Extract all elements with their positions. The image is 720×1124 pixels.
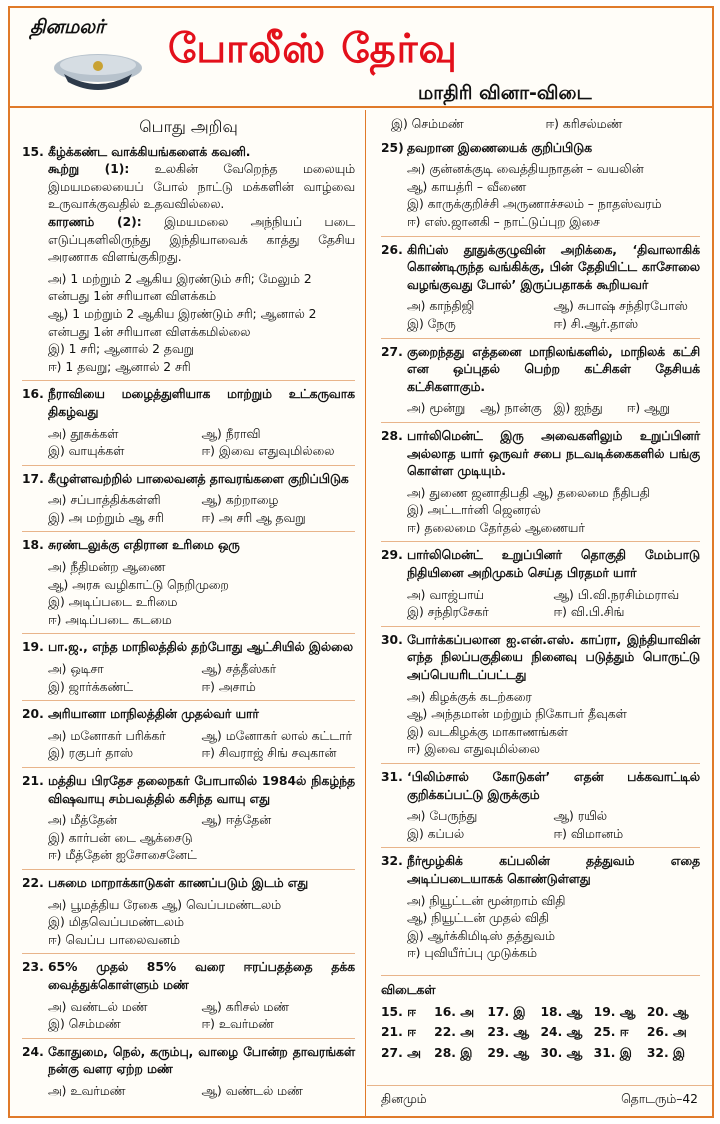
question-number: 19. (22, 640, 44, 655)
option-row (48, 728, 355, 746)
answer-item: 28. இ (434, 1045, 473, 1060)
question-header (381, 344, 700, 397)
option-row (407, 706, 700, 724)
question-block (22, 771, 355, 870)
question-text: 65% முதல் 85% வரை ஈரப்பதத்தை தக்க வைத்துக்கொள்ளும் மண் (48, 960, 355, 992)
option-item: ஆ) சுபாஷ் சந்திரபோஸ் (553, 299, 688, 314)
option-item: அ) சப்பாத்திக்கள்ளி (48, 493, 161, 508)
option-item: இ) ஜார்க்கண்ட் (48, 679, 133, 694)
option-item: ஈ) வெப்ப பாலைவனம் (48, 932, 180, 947)
option-item: இ) 1 சரி; ஆனால் 2 தவறு (48, 342, 194, 357)
option-item: ஆ) நியூட்டன் முதல் விதி (407, 911, 549, 926)
statement-text: உலகின் வேறெந்த மலையும் இமயமலையைப் போல் நாட்டு மக்களின் வாழ்வை உருவாக்குவதில் உதவவில்லை. (48, 162, 356, 212)
option-row (407, 808, 700, 826)
option-item: இ) நேரு (407, 316, 456, 331)
option-item: இ) ஐந்து (553, 401, 603, 416)
left-question-list (22, 142, 355, 1105)
option-row (407, 179, 700, 197)
option-item: அ) பேருந்து (407, 809, 478, 824)
option-item: ஈ) சிவராஜ் சிங் சவுகான் (201, 746, 337, 761)
option-row (48, 914, 355, 932)
option-row (48, 830, 355, 848)
police-cap-icon (50, 48, 146, 92)
option-item: அ) மீத்தேன் (48, 813, 117, 828)
option-item: அ) வாஜ்பாய் (407, 587, 484, 602)
option-row (48, 661, 355, 679)
option-item: ஈ) இவை எதுவுமில்லை (201, 444, 335, 459)
question-header (22, 959, 355, 994)
question-text: பார்லிமென்ட் இரு அவைகளிலும் உறுப்பினர் அல்லாத யார் ஒருவர் சபை நடவடிக்கைகளில் பங்கு கொள்ள முடியும். (407, 428, 700, 479)
answer-item: 20. ஆ (646, 1004, 689, 1019)
question-text: பசுமை மாறாக்காடுகள் காணப்படும் இடம் எது (48, 875, 309, 890)
question-text: பா.ஜ., எந்த மாநிலத்தில் தற்போது ஆட்சியில் இல்லை (48, 640, 353, 655)
question-text: நீர்மூழ்கிக் கப்பலின் தத்துவம் எதை அடிப்படையாகக் கொண்டுள்ளது (407, 854, 700, 886)
page-title: போலீஸ் தேர்வு (168, 26, 458, 72)
question-header (381, 632, 700, 685)
option-item: அ) நியூட்டன் மூன்றாம் விதி (407, 893, 566, 908)
question-options (22, 897, 355, 950)
question-block (22, 469, 355, 533)
option-item: ஆ) கரிசல் மண் (201, 999, 289, 1014)
question-options (381, 161, 700, 231)
option-item: அ) பூமத்திய ரேகை ஆ) வெப்பமண்டலம் (48, 897, 282, 912)
option-item: இ) கப்பல் (407, 826, 465, 841)
question-number: 27. (381, 344, 403, 359)
question-number: 18. (22, 538, 44, 553)
answer-item: 31. இ (593, 1045, 632, 1060)
option-row (407, 298, 700, 316)
question-header (381, 547, 700, 582)
option-item: ஈ) ஆறு (626, 401, 670, 416)
option-item: இ) அ மற்றும் ஆ சரி (48, 510, 164, 525)
option-item: இ) செம்மண் (391, 117, 464, 131)
option-row (407, 520, 700, 538)
option-item: இ) அடிப்படை உரிமை (48, 595, 178, 610)
question-text: மத்திய பிரதேச தலைநகர் போபாலில் 1984ல் நிகழ்ந்த விஷவாயு சம்பவத்தில் கசிந்த வாயு எது (48, 774, 355, 806)
option-item: ஆ) நான்கு (480, 401, 542, 416)
question-block (22, 957, 355, 1038)
answer-item: 15. ஈ (381, 1004, 416, 1019)
answers-box (381, 975, 700, 1062)
option-item: ஈ) கரிசல்மண் (545, 117, 623, 131)
option-item: இ) ஆர்க்கிமிடிஸ் தத்துவம் (407, 928, 555, 943)
option-item: இ) செம்மண் (48, 1017, 121, 1032)
option-item: இ) கார்பன் டை ஆக்சைடு (48, 830, 193, 845)
answers-grid (381, 1004, 700, 1063)
option-row (407, 604, 700, 622)
question-options (22, 559, 355, 629)
question-block (381, 426, 700, 543)
option-item: ஈ) தலைமை தேர்தல் ஆணையர் (407, 520, 585, 535)
answer-item: 26. அ (646, 1025, 687, 1040)
option-item: அ) குன்னக்குடி வைத்தியநாதன் – வயலின் (407, 162, 644, 177)
option-item: ஆ) 1 மற்றும் 2 ஆகிய இரண்டும் சரி; ஆனால் 2 என்பது 1ன் சரியான விளக்கமில்லை (48, 306, 317, 339)
question-text: அரியானா மாநிலத்தின் முதல்வர் யார் (48, 707, 259, 722)
question-header (22, 1044, 355, 1079)
option-row (407, 485, 700, 503)
footer-left: தினமும் (381, 1092, 427, 1106)
footer-right: தொடரும்–42 (621, 1092, 698, 1106)
question-block (381, 630, 700, 764)
page (8, 6, 714, 1118)
question-block (22, 384, 355, 465)
option-item: அ) மூன்று (407, 401, 466, 416)
right-column (367, 110, 712, 1116)
option-item: இ) வடகிழக்கு மாகாணங்கள் (407, 724, 568, 739)
option-item: அ) காந்திஜி (407, 299, 475, 314)
option-row (48, 359, 355, 377)
question-options (22, 999, 355, 1034)
option-row (48, 559, 355, 577)
question-block (22, 142, 355, 382)
question-options (22, 728, 355, 763)
question-header (22, 471, 355, 489)
question-number: 31. (381, 770, 403, 784)
question-options (381, 485, 700, 538)
option-row (48, 1016, 355, 1034)
question-block (381, 138, 700, 237)
option-row (407, 928, 700, 946)
question-text: போர்க்கப்பலான ஐ.என்.எஸ். காப்ரா, இந்தியாவின் எந்த நிலப்பகுதியை நினைவு படுத்தும் பொருட்டு அப்பெயரிடப்பட்டது (407, 632, 700, 683)
question-options (381, 400, 700, 418)
option-item: அ) வண்டல் மண் (48, 999, 148, 1014)
option-row (407, 910, 700, 928)
question-text: தவறான இணையைக் குறிப்பிடுக (407, 140, 592, 155)
option-item: அ) உவர்மண் (48, 1083, 126, 1098)
option-row (48, 612, 355, 630)
question-header (22, 386, 355, 421)
masthead (10, 8, 712, 108)
question-text: பார்லிமென்ட் உறுப்பினர் தொகுதி மேம்பாடு நிதியினை அறிமுகம் செய்த பிரதமர் யார் (407, 548, 700, 581)
option-item: அ) மனோகர் பரிக்கர் (48, 728, 166, 743)
option-row (407, 316, 700, 334)
option-item: அ) கிழக்குக் கடற்கரை (407, 689, 532, 704)
question-text: ‘பிலிம்சால் கோடுகள்’ எதன் பக்கவாட்டில் குறிக்கப்பட்டு இருக்கும் (407, 770, 700, 802)
question-text: நீராவியை மழைத்துளியாக மாற்றும் உட்கருவாக திகழ்வது (48, 387, 355, 419)
option-item: இ) ரகுபர் தாஸ் (48, 746, 134, 761)
statement-label: கூற்று (1): (48, 162, 130, 177)
answer-item: 22. அ (434, 1025, 474, 1040)
question-options (22, 426, 355, 461)
question-block (22, 637, 355, 701)
option-row (407, 587, 700, 605)
option-item: ஈ) எஸ்.ஜானகி – நாட்டுப்புற இசை (407, 214, 600, 229)
option-row (48, 847, 355, 865)
option-row (48, 577, 355, 595)
option-row (48, 271, 355, 306)
question-header (381, 140, 700, 158)
option-row (407, 161, 700, 179)
answer-item: 17. இ (487, 1004, 526, 1019)
option-item: அ) தூசுக்கள் (48, 426, 119, 441)
answer-item: 18. ஆ (540, 1004, 583, 1019)
option-row (407, 741, 700, 759)
question-header (22, 537, 355, 555)
answer-item: 32. இ (646, 1045, 685, 1060)
option-item: இ) மிதவெப்பமண்டலம் (48, 915, 184, 930)
question-number: 25) (381, 140, 404, 155)
option-row (48, 679, 355, 697)
question-header (22, 875, 355, 893)
question-header (22, 144, 355, 162)
question-options (381, 893, 700, 963)
option-row (48, 745, 355, 763)
question-block (22, 704, 355, 768)
option-item: ஈ) விமானம் (553, 826, 624, 841)
question-text: கீழ்க்கண்ட வாக்கியங்களைக் கவனி. (48, 144, 251, 159)
option-item: ஈ) சி.ஆர்.தாஸ் (553, 316, 638, 331)
question-number: 32. (381, 854, 403, 869)
option-item: ஈ) அடிப்படை கடமை (48, 612, 172, 627)
answer-item: 25. ஈ (593, 1025, 629, 1040)
option-item: அ) 1 மற்றும் 2 ஆகிய இரண்டும் சரி; மேலும் 2 என்பது 1ன் சரியான விளக்கம் (48, 271, 312, 304)
question-number: 29. (381, 548, 403, 563)
option-row (48, 812, 355, 830)
statement-label: காரணம் (2): (48, 214, 142, 229)
option-item: ஆ) அந்தமான் மற்றும் நிகோபர் தீவுகள் (407, 707, 627, 722)
option-item: ஈ) உவர்மண் (201, 1017, 274, 1032)
question-text: கோதுமை, நெல், கரும்பு, வாழை போன்ற தாவரங்கள் நன்கு வளர ஏற்ற மண் (48, 1044, 355, 1077)
option-item: ஈ) வி.பி.சிங் (553, 605, 625, 620)
question-block (22, 873, 355, 954)
question-number: 28. (381, 428, 403, 443)
question-text: குறைந்தது எத்தனை மாநிலங்களில், மாநிலக் கட்சி என ஒப்புதல் பெற்ற கட்சிகள் தேசியக் கட்சிகளாகும். (407, 344, 700, 394)
option-item: ஈ) புவியீர்ப்பு முடுக்கம் (407, 946, 537, 961)
option-row (391, 116, 700, 134)
answer-item: 29. ஆ (487, 1045, 529, 1060)
option-item: ஆ) ஈத்தேன் (201, 813, 272, 828)
question-block (22, 535, 355, 634)
question-text: சுரண்டலுக்கு எதிரான உரிமை ஒரு (48, 538, 240, 553)
question-header (381, 242, 700, 295)
answer-item: 30. ஆ (540, 1045, 583, 1060)
option-row (48, 510, 355, 528)
option-item: ஆ) ரயில் (553, 809, 607, 824)
question-header (381, 853, 700, 888)
option-row (407, 214, 700, 232)
question-number: 20. (22, 707, 44, 722)
answer-item: 19. ஆ (593, 1004, 636, 1019)
option-item: ஈ) இவை எதுவுமில்லை (407, 742, 540, 757)
question-block (381, 767, 700, 848)
option-row (407, 893, 700, 911)
newspaper-logo: தினமலர் (30, 16, 105, 38)
option-item: ஆ) வண்டல் மண் (201, 1083, 303, 1098)
question-number: 16. (22, 387, 44, 402)
option-item: ஆ) பி.வி.நரசிம்மராவ் (553, 587, 679, 602)
option-item: ஈ) 1 தவறு; ஆனால் 2 சரி (48, 359, 191, 374)
option-row (48, 306, 355, 341)
option-item: ஈ) மீத்தேன் ஐசோசைனேட் (48, 848, 197, 863)
option-item: ஆ) கற்றாழை (201, 493, 279, 508)
question-options (381, 689, 700, 759)
section-title: பொது அறிவு (139, 117, 238, 136)
question-header (22, 706, 355, 724)
answer-item: 27. அ (381, 1045, 421, 1060)
page-footer (367, 1085, 712, 1108)
option-row (407, 724, 700, 742)
question-text: கீழுள்ளவற்றில் பாலைவனத் தாவரங்களை குறிப்பிடுக (48, 471, 349, 486)
option-item: இ) காருக்குறிச்சி அருணாச்சலம் – நாதஸ்வரம் (407, 197, 662, 212)
answer-item: 16. அ (434, 1004, 474, 1019)
question-header (22, 773, 355, 808)
right-question-list (381, 138, 700, 967)
option-row (407, 400, 700, 418)
question-block (381, 342, 700, 423)
question-number: 22. (22, 875, 44, 890)
option-item: ஆ) மனோகர் லால் கட்டார் (201, 728, 352, 743)
option-row (407, 689, 700, 707)
question-number: 24. (22, 1044, 44, 1059)
option-row (48, 341, 355, 359)
question-options (381, 298, 700, 333)
left-column (10, 110, 366, 1116)
option-row (407, 502, 700, 520)
question-number: 21. (22, 774, 44, 788)
question-header (381, 769, 700, 804)
question-options (381, 808, 700, 843)
option-row (48, 492, 355, 510)
option-item: அ) நீதிமன்ற ஆணை (48, 560, 166, 575)
option-item: ஆ) சத்தீஸ்கர் (201, 662, 277, 677)
option-row (48, 897, 355, 915)
question-number: 17. (22, 471, 44, 486)
statement-text: இமயமலை அந்நியப் படை எடுப்புகளிலிருந்து இந்தியாவைக் காத்து தேசிய அரணாக விளங்குகிறது. (48, 214, 355, 265)
question-number: 15. (22, 144, 44, 159)
question-header (22, 639, 355, 657)
question-number: 26. (381, 242, 403, 257)
option-row (48, 932, 355, 950)
page-subtitle: மாதிரி வினா-விடை (418, 82, 592, 104)
question-number: 23. (22, 960, 44, 975)
option-item: ஈ) அசாம் (201, 679, 256, 694)
question-header (381, 428, 700, 481)
question-block (381, 240, 700, 339)
question-options (381, 587, 700, 622)
question-block (22, 1042, 355, 1105)
question-statement (22, 214, 355, 267)
option-row (48, 443, 355, 461)
continued-options (381, 116, 700, 134)
option-row (48, 426, 355, 444)
option-row (407, 945, 700, 963)
answer-item: 23. ஆ (487, 1025, 529, 1040)
question-block (381, 851, 700, 967)
option-row (407, 196, 700, 214)
option-item: இ) வாயுக்கள் (48, 444, 125, 459)
option-item: ஆ) அரசு வழிகாட்டு நெறிமுறை (48, 577, 229, 592)
answer-item: 21. ஈ (381, 1025, 416, 1040)
question-options (22, 661, 355, 696)
option-item: ஆ) காயத்ரி – வீணை (407, 179, 526, 194)
question-number: 30. (381, 632, 403, 647)
option-item: அ) ஒடிசா (48, 662, 104, 677)
question-options (22, 1083, 355, 1101)
question-options (22, 812, 355, 865)
option-row (48, 594, 355, 612)
question-text: கிரிப்ஸ் தூதுக்குழுவின் அறிக்கை, ‘திவாலாகிக் கொண்டிருந்த வங்கிக்கு, பின் தேதியிட்ட காசோலை வழங்குவது போல்’ இருப்பதாகக் கூறியவர் (407, 242, 700, 292)
option-row (48, 999, 355, 1017)
option-row (407, 826, 700, 844)
question-options (22, 271, 355, 377)
option-item: ஆ) நீராவி (201, 426, 261, 441)
question-block (381, 545, 700, 626)
option-item: இ) சந்திரசேகர் (407, 605, 489, 620)
option-item: அ) துணை ஜனாதிபதி ஆ) தலைமை நீதிபதி (407, 485, 650, 500)
answer-item: 24. ஆ (540, 1025, 583, 1040)
question-options (22, 492, 355, 527)
answers-title: விடைகள் (381, 982, 436, 997)
option-row (48, 1083, 355, 1101)
option-item: இ) அட்டார்னி ஜெனரல் (407, 503, 541, 518)
question-statement (22, 161, 355, 214)
option-item: ஈ) அ சரி ஆ தவறு (201, 510, 306, 525)
